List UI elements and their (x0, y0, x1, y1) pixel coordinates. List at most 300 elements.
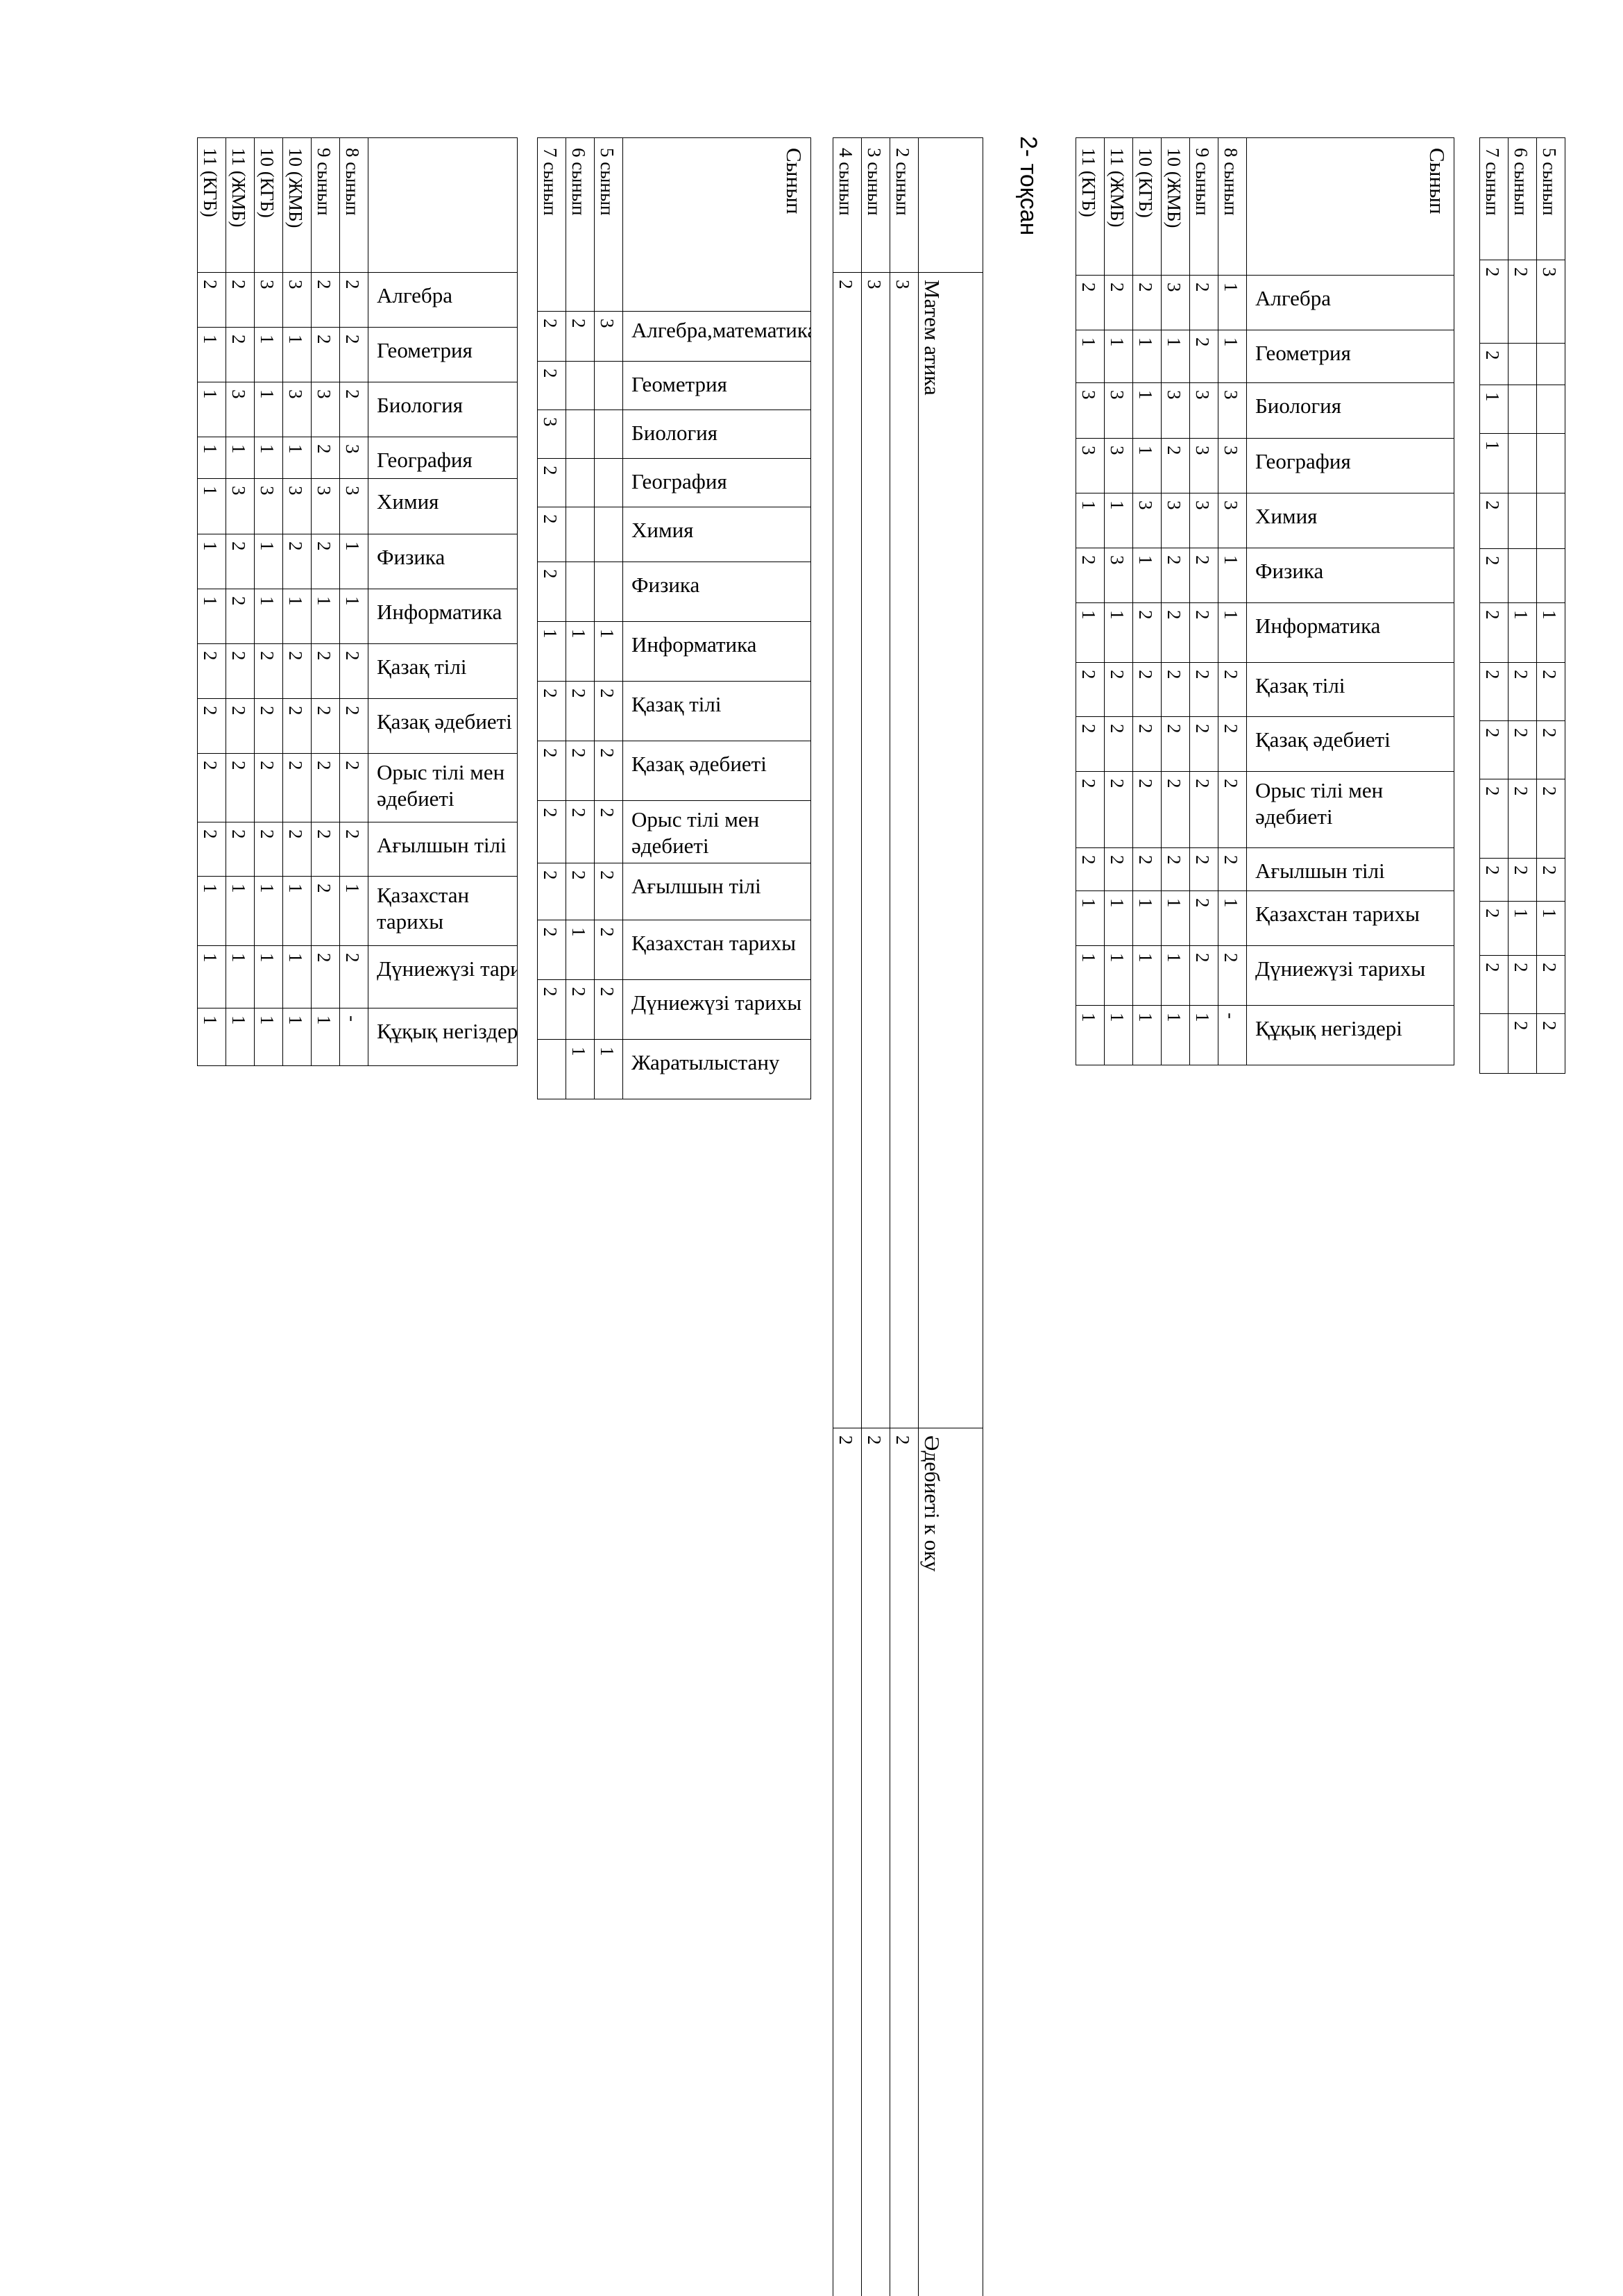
cell-text: 2 (1480, 260, 1505, 277)
value-cell (340, 946, 368, 1008)
value-cell (538, 362, 566, 410)
cell-text: 4 сынып (833, 138, 858, 215)
table-row (1076, 1006, 1454, 1065)
table-grades-8-11-left (197, 137, 518, 1066)
cell-text: 3 (1190, 383, 1215, 400)
cell-text: 3 (538, 410, 563, 427)
cell-text: 2 (255, 644, 280, 661)
value-cell (340, 534, 368, 589)
cell-text: 1 (1076, 603, 1101, 620)
value-cell (1133, 946, 1162, 1006)
cell-text: 3 (283, 382, 308, 399)
value-cell (1480, 1014, 1509, 1074)
header-row (538, 138, 811, 312)
class-header (255, 138, 283, 273)
cell-text: 2 (198, 822, 223, 839)
value-cell (1509, 549, 1537, 603)
value-cell (1162, 717, 1190, 772)
cell-text: 2 (198, 273, 223, 289)
cell-text: 2 (538, 362, 563, 378)
value-cell (340, 822, 368, 877)
subject-label: Қазақ әдебиеті (1247, 717, 1454, 753)
cell-text: 2 (283, 754, 308, 770)
value-cell (1162, 548, 1190, 603)
cell-text: 3 (1190, 439, 1215, 455)
value-cell (538, 507, 566, 562)
cell-text: 10 (ЖМБ) (1162, 138, 1187, 228)
value-cell (1076, 383, 1105, 439)
value-cell (1105, 276, 1133, 330)
cell-text: 2 (1190, 946, 1215, 963)
cell-text: 2 (226, 534, 251, 551)
table-row (198, 754, 518, 822)
cell-text: 1 (283, 589, 308, 606)
subject-cell (368, 273, 518, 328)
value-cell (226, 1008, 255, 1066)
value-cell (255, 437, 283, 479)
cell-text: 2 (566, 801, 591, 818)
value-cell (1133, 891, 1162, 946)
value-cell (1133, 330, 1162, 383)
cell-text: 2 (538, 920, 563, 937)
value-cell (1509, 859, 1537, 902)
subject-label: Физика (623, 562, 810, 598)
value-cell (1133, 1006, 1162, 1065)
cell-text: 2 (312, 946, 337, 963)
cell-text: 2 (312, 437, 337, 454)
cell-text: 2 (1190, 548, 1215, 565)
cell-text: - (1218, 1006, 1243, 1019)
class-header (198, 138, 226, 273)
cell-text: 1 (283, 1008, 308, 1025)
cell-text: 1 (198, 589, 223, 606)
value-cell (340, 273, 368, 328)
table-row (538, 1040, 811, 1099)
value-cell (595, 562, 623, 622)
value-cell (566, 980, 595, 1040)
cell-text: 2 (595, 863, 620, 880)
subject-cell (368, 437, 518, 479)
cell-text: 3 (1105, 439, 1130, 455)
value-cell (595, 312, 623, 362)
subject-label: Дүниежүзі тарихы (1247, 946, 1454, 982)
cell-text: 2 (312, 534, 337, 551)
value-cell (198, 534, 226, 589)
value-cell (226, 946, 255, 1008)
value-cell (226, 437, 255, 479)
value-cell (1218, 276, 1247, 330)
cell-text: 7 сынып (1480, 138, 1505, 215)
subject-label: Информатика (368, 589, 517, 625)
cell-text: 2 (255, 822, 280, 839)
cell-text: 1 (595, 622, 620, 639)
table-row (1480, 344, 1565, 385)
cell-text: 3 (255, 479, 280, 496)
table-row (538, 362, 811, 410)
cell-text: 1 (312, 589, 337, 606)
cell-text: 2 (1218, 848, 1243, 865)
value-cell (1480, 721, 1509, 779)
class-header (1480, 138, 1509, 260)
value-cell (1190, 603, 1218, 663)
value-cell (283, 273, 312, 328)
subject-label: Биология (1247, 383, 1454, 419)
cell-text: 6 сынып (566, 138, 591, 215)
cell-text: 1 (255, 589, 280, 606)
cell-text (862, 1428, 887, 1445)
value-cell (283, 822, 312, 877)
subject-label: Алгебра (368, 273, 517, 309)
cell-text: 2 (1190, 848, 1215, 865)
value-cell (1133, 548, 1162, 603)
value-cell (1105, 439, 1133, 493)
cell-text: 9 сынып (312, 138, 337, 215)
value-cell (538, 741, 566, 801)
value-cell (1105, 603, 1133, 663)
subject-cell (1247, 548, 1454, 603)
cell-text: 2 (283, 644, 308, 661)
cell-text: 2 (1190, 663, 1215, 679)
cell-text: 3 (862, 273, 887, 289)
cell-text: 2 (255, 699, 280, 716)
cell-text: 1 (1133, 1006, 1158, 1022)
value-cell (198, 822, 226, 877)
table-row (1076, 276, 1454, 330)
value-cell (283, 437, 312, 479)
cell-text: 2 (340, 946, 365, 963)
cell-text: 2 (833, 273, 858, 289)
quarter-title: 2- тоқсан (1014, 136, 1042, 235)
value-cell (566, 459, 595, 507)
cell-text: 2 (1190, 603, 1215, 620)
table-row (1076, 493, 1454, 548)
cell-text: 1 (1218, 548, 1243, 565)
value-cell (1133, 493, 1162, 548)
subject-label: Қазахстан тарихы (368, 877, 518, 935)
value-cell (255, 1008, 283, 1066)
value-cell (1162, 330, 1190, 383)
cell-text: 1 (1480, 385, 1505, 402)
table-row (1076, 548, 1454, 603)
value-cell (198, 328, 226, 382)
cell-text: 8 сынып (1218, 138, 1243, 215)
table-row (538, 682, 811, 741)
value-cell (1105, 663, 1133, 717)
table-row (198, 589, 518, 644)
cell-text: 3 (1162, 276, 1187, 292)
corner-header (368, 138, 518, 273)
value-cell (1190, 383, 1218, 439)
value-cell (340, 877, 368, 946)
subject-label: Физика (368, 534, 517, 571)
value-cell (1480, 385, 1509, 434)
cell-text: 2 (566, 980, 591, 997)
cell-text: 1 (1509, 603, 1533, 620)
cell-text: 1 (255, 437, 280, 454)
value-cell (312, 437, 340, 479)
value-cell (340, 479, 368, 534)
subject-cell (368, 644, 518, 699)
subject-label: Құқық негіздері (1247, 1006, 1454, 1042)
cell-text: 2 (1480, 603, 1505, 620)
value-cell (1537, 779, 1565, 859)
value-cell (595, 863, 623, 920)
table-row (198, 328, 518, 382)
value-cell (226, 699, 255, 754)
value-cell (595, 682, 623, 741)
value-cell (1133, 276, 1162, 330)
value-cell (538, 801, 566, 863)
cell-text: 2 (1076, 663, 1101, 679)
value-cell (312, 382, 340, 437)
cell-text: 2 (255, 754, 280, 770)
cell-text: 3 (226, 479, 251, 496)
value-cell (595, 410, 623, 459)
table-row (1480, 859, 1565, 902)
value-cell (283, 877, 312, 946)
subject-label (919, 1428, 948, 2296)
class-header (1076, 138, 1105, 276)
subject-label: Химия (623, 507, 810, 543)
subject-cell (368, 1008, 518, 1066)
cell-text: 1 (198, 534, 223, 551)
subject-cell (623, 562, 811, 622)
cell-text: 1 (226, 877, 251, 893)
cell-text: 2 (1105, 663, 1130, 679)
cell-text: - (340, 1008, 365, 1022)
cell-text: 1 (1105, 330, 1130, 347)
value-cell (255, 479, 283, 534)
cell-text: 1 (1076, 493, 1101, 510)
cell-text: 11 (ЖМБ) (1105, 138, 1130, 227)
value-cell (1480, 260, 1509, 344)
value-cell (1509, 344, 1537, 385)
value-cell (1133, 717, 1162, 772)
subject-label: Ағылшын тілі (623, 863, 810, 900)
subject-cell (1247, 891, 1454, 946)
value-cell (1218, 772, 1247, 848)
cell-text: 2 (1105, 848, 1130, 865)
value-cell (1162, 772, 1190, 848)
value-cell (1537, 603, 1565, 663)
cell-text: 2 сынып (890, 138, 915, 215)
value-cell (1537, 902, 1565, 956)
value-cell (1480, 549, 1509, 603)
cell-text: 1 (1076, 330, 1101, 347)
value-cell (1076, 717, 1105, 772)
subject-label: Химия (368, 479, 517, 515)
class-header (1105, 138, 1133, 276)
value-cell (283, 644, 312, 699)
cell-text: 2 (1133, 276, 1158, 292)
cell-text: 2 (1162, 848, 1187, 865)
corner-header (919, 138, 983, 273)
subject-label: Геометрия (1247, 330, 1454, 366)
class-header (1133, 138, 1162, 276)
subject-label: Геометрия (623, 362, 810, 398)
cell-text: 1 (595, 1040, 620, 1056)
subject-cell (1247, 439, 1454, 493)
cell-text: 1 (283, 877, 308, 893)
value-cell (312, 877, 340, 946)
cell-text: 7 сынып (538, 138, 563, 215)
cell-text: 2 (1190, 891, 1215, 908)
subject-label: Қазақ әдебиеті (368, 699, 517, 735)
value-cell (566, 410, 595, 459)
cell-text: 1 (1162, 891, 1187, 908)
value-cell (1480, 663, 1509, 721)
value-cell (198, 382, 226, 437)
value-cell (1537, 549, 1565, 603)
value-cell (312, 328, 340, 382)
value-cell (1537, 260, 1565, 344)
cell-text: 2 (1509, 956, 1533, 972)
value-cell (833, 273, 862, 1428)
value-cell (1162, 848, 1190, 891)
value-cell (340, 754, 368, 822)
value-cell (226, 877, 255, 946)
cell-text: 6 сынып (1509, 138, 1533, 215)
value-cell (198, 699, 226, 754)
subject-label: Информатика (1247, 603, 1454, 639)
cell-text: 2 (538, 312, 563, 328)
subject-label: Құқық негіздері (368, 1008, 517, 1045)
value-cell (1190, 848, 1218, 891)
value-cell (1190, 330, 1218, 383)
value-cell (255, 699, 283, 754)
table-grades-5-7-values (1479, 137, 1565, 1074)
cell-text: 1 (1133, 946, 1158, 963)
subject-label: Информатика (623, 622, 810, 658)
value-cell (1537, 434, 1565, 493)
value-cell (1218, 848, 1247, 891)
subject-cell (1247, 848, 1454, 891)
value-cell (340, 589, 368, 644)
value-cell (1218, 1006, 1247, 1065)
cell-text: 1 (566, 622, 591, 639)
value-cell (312, 946, 340, 1008)
value-cell (1190, 276, 1218, 330)
subject-cell (368, 699, 518, 754)
cell-text: 2 (1133, 848, 1158, 865)
cell-text: 1 (198, 437, 223, 454)
cell-text: 2 (340, 328, 365, 344)
value-cell (1537, 493, 1565, 549)
table-row (198, 699, 518, 754)
subject-cell (1247, 717, 1454, 772)
cell-text: 1 (1218, 276, 1243, 292)
table-row (1480, 1014, 1565, 1074)
value-cell (1537, 663, 1565, 721)
subject-label: Жаратылыстану (623, 1040, 810, 1076)
value-cell (312, 479, 340, 534)
cell-text: 2 (283, 699, 308, 716)
class-header (1190, 138, 1218, 276)
value-cell (255, 822, 283, 877)
cell-text (890, 1428, 915, 1445)
table-row (538, 507, 811, 562)
cell-text: 1 (1537, 603, 1562, 620)
value-cell (283, 699, 312, 754)
cell-text: 2 (312, 877, 337, 893)
cell-text: 2 (1509, 260, 1533, 277)
cell-text: 2 (595, 682, 620, 698)
value-cell (226, 479, 255, 534)
value-cell (1162, 439, 1190, 493)
header-row (1076, 138, 1454, 276)
value-cell (340, 1008, 368, 1066)
value-cell (1105, 946, 1133, 1006)
value-cell (566, 863, 595, 920)
cell-text: 2 (1480, 956, 1505, 972)
cell-text: 2 (1162, 717, 1187, 734)
cell-text: 2 (566, 682, 591, 698)
table-row (1076, 891, 1454, 946)
table-row (538, 622, 811, 682)
cell-text: 1 (1105, 603, 1130, 620)
value-cell (1105, 848, 1133, 891)
class-header (1218, 138, 1247, 276)
value-cell (1509, 1014, 1537, 1074)
value-cell (566, 1040, 595, 1099)
subject-cell (368, 479, 518, 534)
subject-cell (623, 459, 811, 507)
cell-text: 2 (340, 644, 365, 661)
cell-text: 2 (1537, 721, 1562, 738)
cell-text: 1 (283, 946, 308, 963)
value-cell (283, 946, 312, 1008)
cell-text: 2 (312, 273, 337, 289)
value-cell (1133, 439, 1162, 493)
value-cell (1509, 902, 1537, 956)
value-cell (1076, 548, 1105, 603)
cell-text: 2 (1509, 859, 1533, 875)
subject-cell (623, 801, 811, 863)
subject-cell (623, 622, 811, 682)
cell-text: 1 (1105, 1006, 1130, 1022)
cell-text: 1 (226, 437, 251, 454)
cell-text: 2 (340, 822, 365, 839)
value-cell (1162, 276, 1190, 330)
subject-label: Биология (368, 382, 517, 419)
cell-text: 2 (538, 682, 563, 698)
value-cell (198, 946, 226, 1008)
cell-text: 3 (1218, 439, 1243, 455)
cell-text: 2 (1133, 603, 1158, 620)
cell-text: 2 (538, 801, 563, 818)
cell-text: 1 (1480, 434, 1505, 450)
cell-text: 1 (1076, 946, 1101, 963)
value-cell (226, 644, 255, 699)
cell-text: 3 (340, 479, 365, 496)
cell-text: 2 (1105, 772, 1130, 788)
cell-text: 1 (283, 437, 308, 454)
value-cell (595, 459, 623, 507)
value-cell (1190, 548, 1218, 603)
cell-text: 2 (226, 822, 251, 839)
cell-text: 10 (КГБ) (255, 138, 280, 218)
cell-text: 3 (1105, 548, 1130, 565)
cell-text: 2 (1480, 493, 1505, 510)
cell-text: 2 (312, 699, 337, 716)
value-cell (1076, 603, 1105, 663)
cell-text: 2 (595, 920, 620, 937)
subject-label: Биология (623, 410, 810, 446)
table-row (1480, 902, 1565, 956)
value-cell (1218, 548, 1247, 603)
table-row (1480, 956, 1565, 1014)
subject-cell (1247, 1006, 1454, 1065)
